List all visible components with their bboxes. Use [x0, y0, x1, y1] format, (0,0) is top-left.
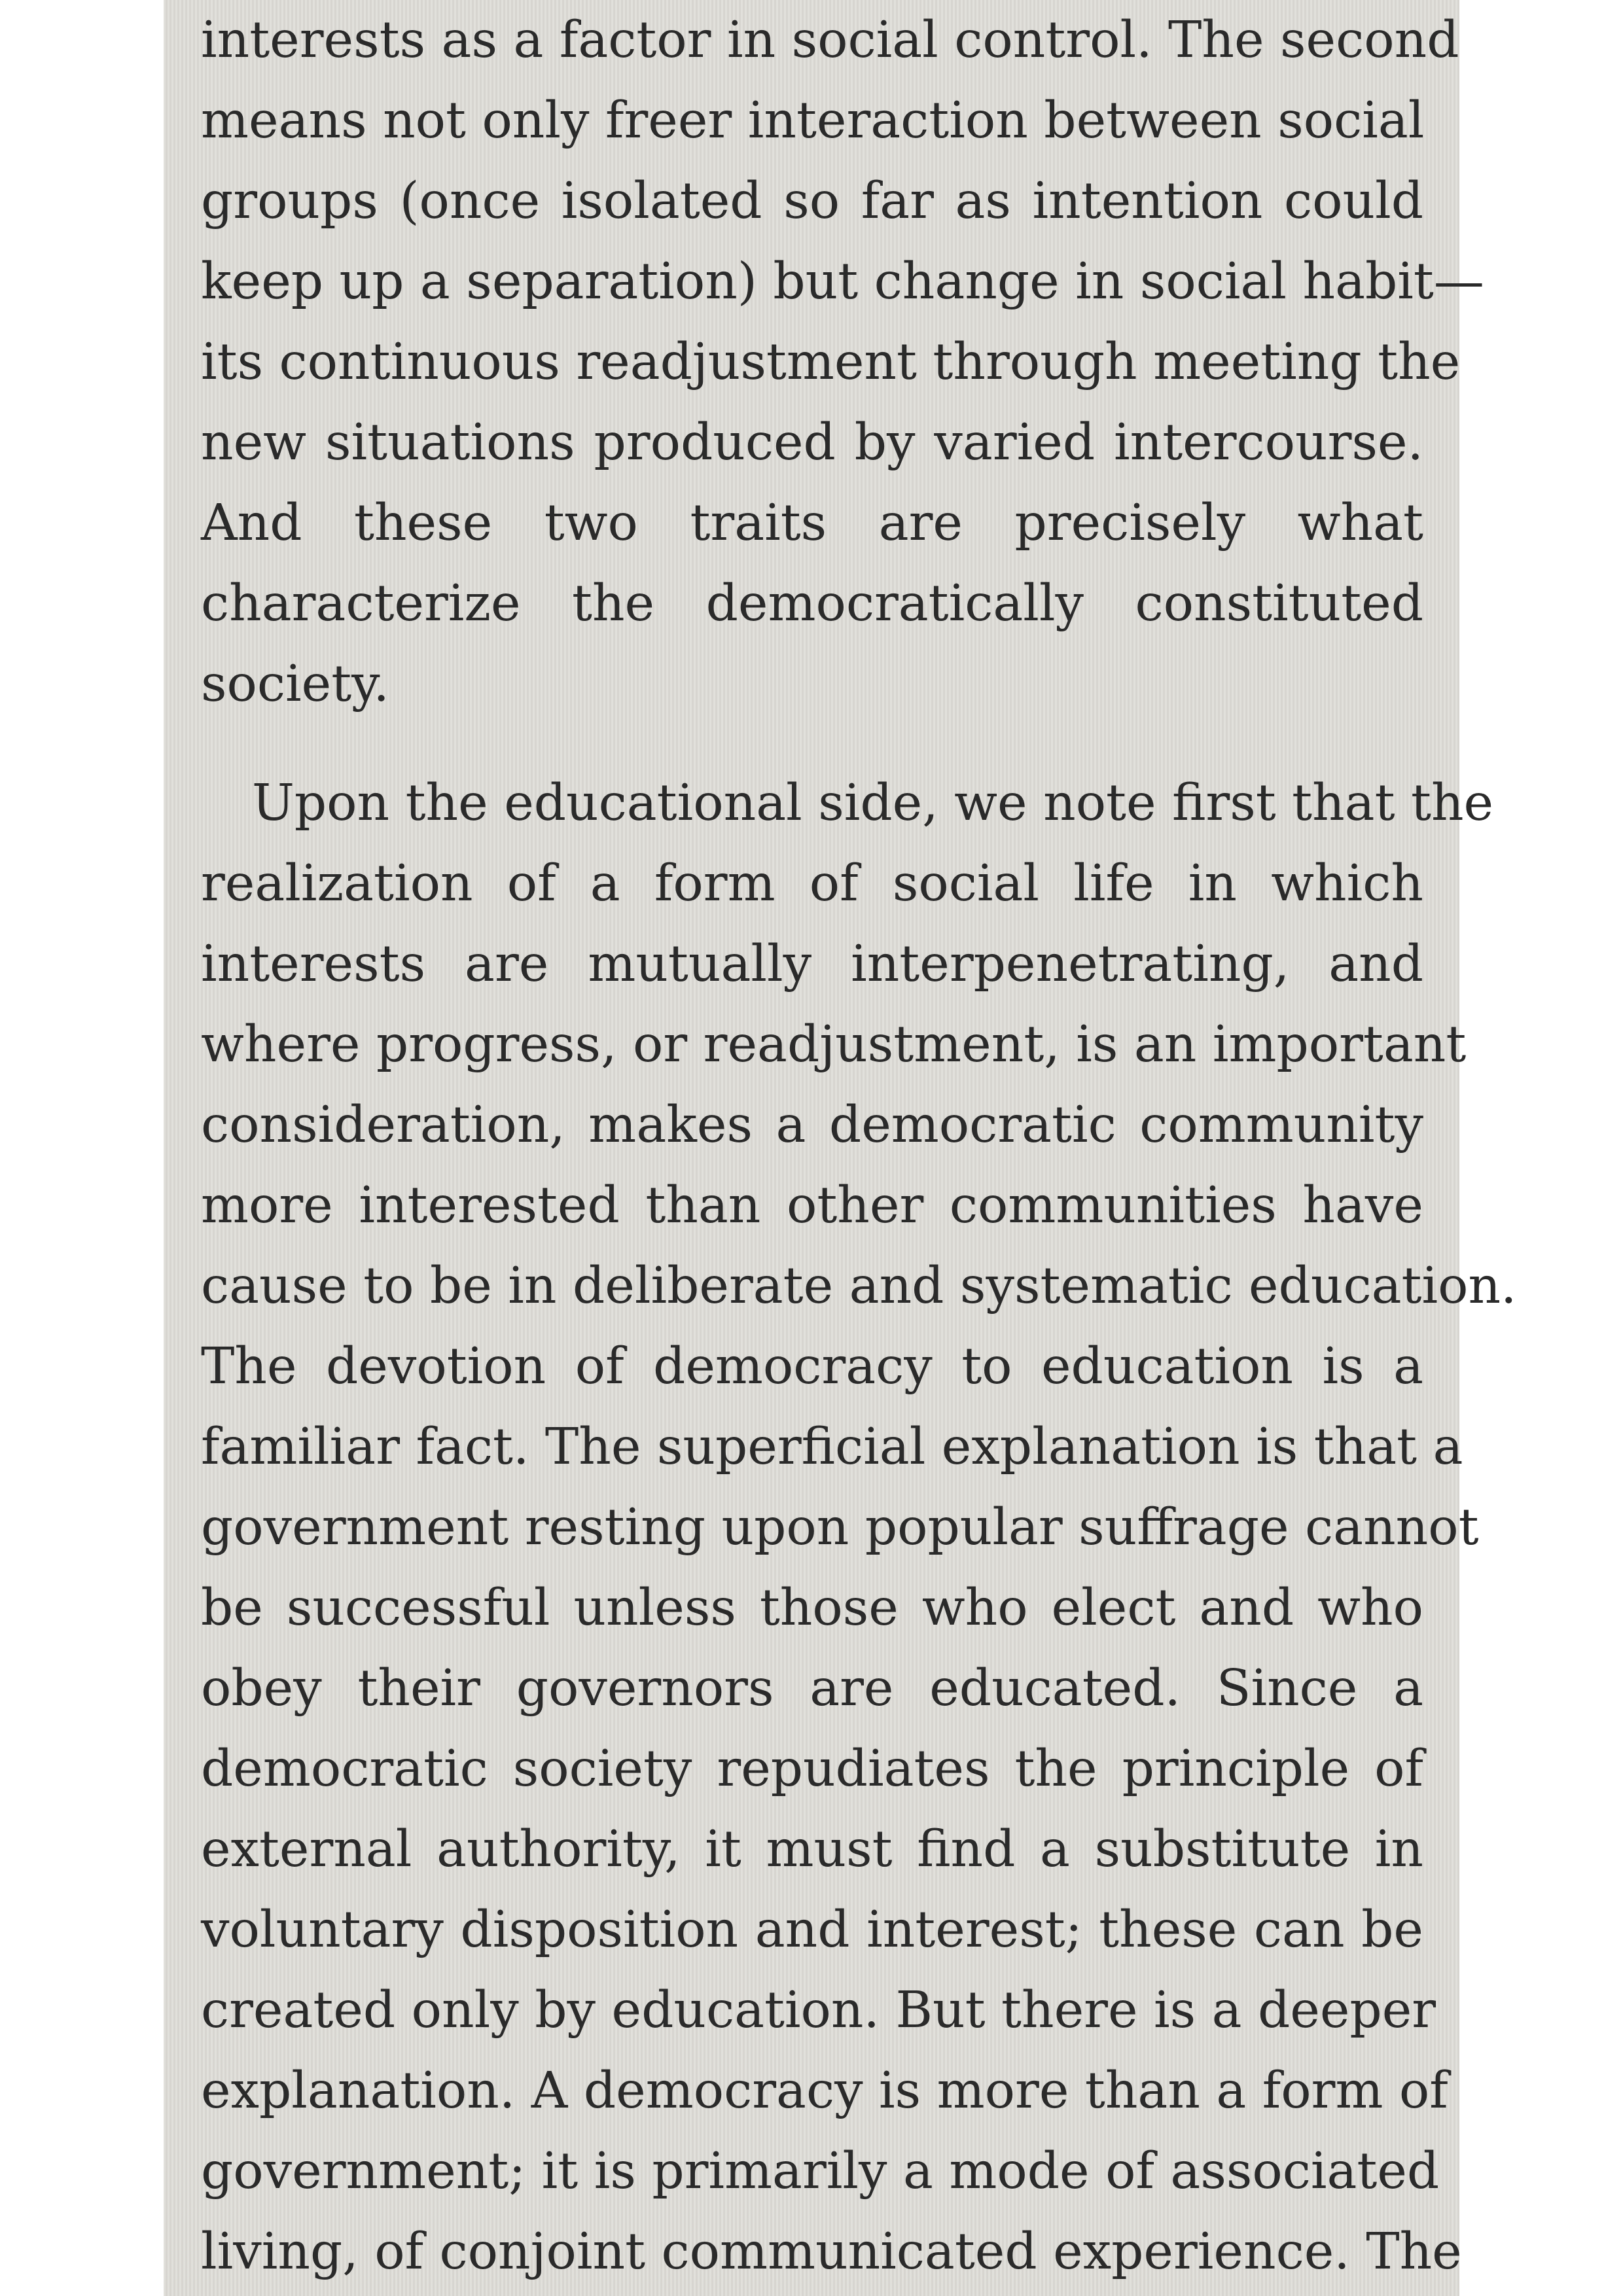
text-line: characterize the democratically constituted: [201, 574, 1423, 633]
text-line: society.: [201, 655, 389, 713]
text-line: be successful unless those who elect and who: [201, 1579, 1423, 1637]
paragraph-2: [201, 763, 1517, 2292]
text-line: Upon the educational side, we note first that the: [252, 774, 1494, 832]
text-line: And these two traits are precisely what: [201, 494, 1423, 552]
text-line: government; it is primarily a mode of associated: [201, 2142, 1440, 2200]
text-line: realization of a form of social life in which: [201, 855, 1423, 913]
text-line: external authority, it must find a substitute in: [201, 1820, 1423, 1879]
text-line: voluntary disposition and interest; these can be: [201, 1901, 1423, 1959]
book-page: [164, 0, 1517, 2296]
text-line: obey their governors are educated. Since a: [201, 1659, 1423, 1718]
text-line: means not only freer interaction between social: [201, 92, 1425, 150]
text-line: cause to be in deliberate and systematic education.: [201, 1257, 1517, 1315]
paragraph-gap: [201, 724, 1423, 763]
text-line: where progress, or readjustment, is an important: [201, 1016, 1467, 1074]
text-line: government resting upon popular suffrage cannot: [201, 1498, 1479, 1557]
text-line: explanation. A democracy is more than a form of: [201, 2062, 1448, 2120]
text-line: interests are mutually interpenetrating, and: [201, 935, 1423, 993]
page-text: [201, 0, 1517, 2292]
text-line: its continuous readjustment through meeting the: [201, 333, 1461, 391]
text-line: interests as a factor in social control. The second: [201, 11, 1459, 69]
text-line: living, of conjoint communicated experience. The: [201, 2223, 1462, 2281]
text-line: familiar fact. The superficial explanation is that a: [201, 1418, 1463, 1476]
text-line: groups (once isolated so far as intention could: [201, 172, 1423, 230]
text-line: created only by education. But there is a deeper: [201, 1981, 1436, 2040]
text-line: keep up a separation) but change in social habit—: [201, 253, 1484, 311]
text-line: democratic society repudiates the principle of: [201, 1740, 1423, 1798]
text-line: The devotion of democracy to education is a: [201, 1337, 1423, 1396]
text-line: new situations produced by varied intercourse.: [201, 414, 1423, 472]
paragraph-1: [201, 0, 1484, 724]
text-line: consideration, makes a democratic community: [201, 1096, 1423, 1154]
text-line: more interested than other communities have: [201, 1176, 1423, 1235]
